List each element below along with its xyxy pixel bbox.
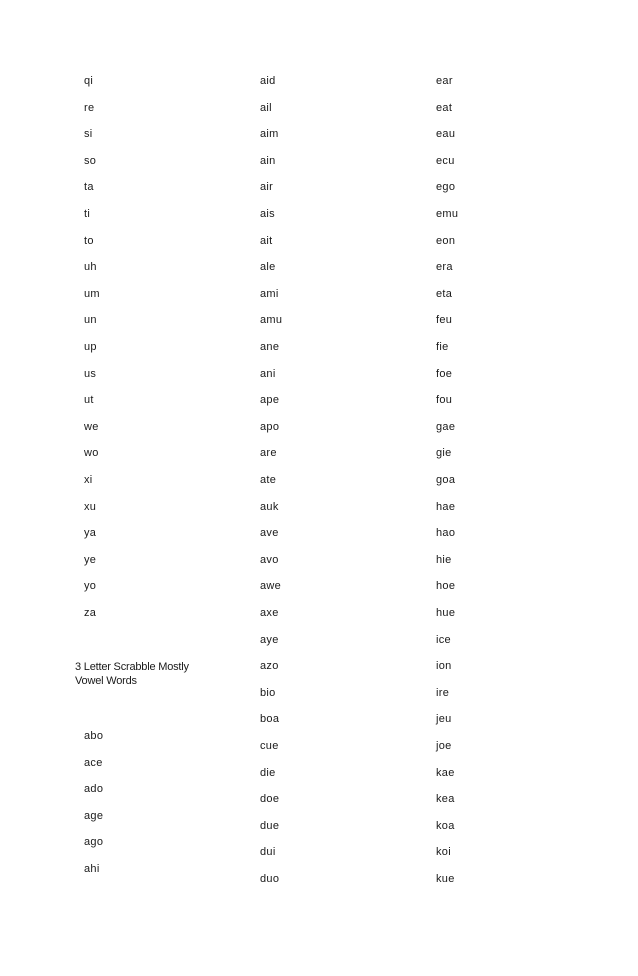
- word-entry: ami: [260, 287, 279, 300]
- word-entry: us: [84, 367, 97, 380]
- word-entry: ale: [260, 261, 276, 274]
- word-entry: fie: [436, 341, 449, 353]
- word-entry: ais: [260, 208, 275, 220]
- word-entry: ta: [84, 181, 94, 194]
- word-entry: doe: [260, 793, 280, 806]
- word-entry: koi: [436, 846, 451, 859]
- word-entry: um: [84, 287, 100, 300]
- word-entry: ear: [436, 75, 453, 87]
- word-entry: dui: [260, 846, 276, 859]
- word-entry: ago: [84, 836, 104, 849]
- word-entry: ut: [84, 394, 94, 407]
- word-entry: xu: [84, 500, 97, 513]
- word-entry: emu: [436, 208, 459, 220]
- word-entry: gie: [436, 447, 452, 460]
- word-entry: auk: [260, 500, 279, 513]
- word-entry: bio: [260, 686, 276, 699]
- word-entry: ate: [260, 474, 277, 486]
- word-entry: kea: [436, 793, 455, 806]
- word-entry: duo: [260, 873, 280, 885]
- word-entry: amu: [260, 314, 283, 327]
- word-entry: jeu: [436, 713, 452, 726]
- word-entry: ado: [84, 783, 104, 796]
- word-entry: to: [84, 234, 94, 247]
- word-entry: re: [84, 101, 95, 114]
- word-entry: eat: [436, 101, 453, 114]
- word-entry: yo: [84, 580, 97, 593]
- word-entry: ane: [260, 341, 280, 353]
- word-entry: so: [84, 154, 97, 167]
- word-entry: ait: [260, 234, 273, 247]
- word-entry: un: [84, 314, 97, 327]
- word-entry: azo: [260, 660, 279, 673]
- word-entry: goa: [436, 474, 456, 486]
- word-entry: eon: [436, 234, 456, 247]
- word-entry: kue: [436, 873, 455, 885]
- word-entry: ape: [260, 394, 280, 407]
- word-entry: hie: [436, 553, 452, 566]
- word-entry: ail: [260, 101, 272, 114]
- word-entry: gae: [436, 420, 456, 433]
- word-entry: hoe: [436, 580, 456, 593]
- word-entry: we: [84, 420, 99, 433]
- word-entry: due: [260, 819, 280, 832]
- word-entry: apo: [260, 420, 280, 433]
- word-entry: si: [84, 128, 93, 141]
- word-entry: boa: [260, 713, 280, 726]
- word-entry: ani: [260, 367, 276, 380]
- word-entry: wo: [84, 447, 99, 460]
- word-entry: abo: [84, 730, 104, 742]
- word-entry: foe: [436, 367, 453, 380]
- word-entry: feu: [436, 314, 453, 327]
- word-entry: die: [260, 766, 276, 779]
- word-entry: ave: [260, 527, 279, 540]
- word-entry: qi: [84, 75, 94, 87]
- word-entry: cue: [260, 740, 279, 752]
- word-entry: era: [436, 261, 453, 274]
- word-entry: air: [260, 181, 274, 194]
- word-entry: age: [84, 809, 104, 822]
- heading-line-1: 3 Letter Scrabble Mostly: [75, 661, 189, 673]
- heading-line-2: Vowel Words: [75, 675, 137, 687]
- word-entry: joe: [436, 740, 452, 752]
- word-entry: uh: [84, 261, 97, 274]
- word-entry: aim: [260, 128, 279, 141]
- word-entry: hao: [436, 527, 456, 540]
- word-entry: fou: [436, 394, 453, 407]
- word-entry: hae: [436, 500, 456, 513]
- word-entry: ice: [436, 633, 451, 646]
- word-entry: ego: [436, 181, 456, 194]
- word-entry: kae: [436, 766, 455, 779]
- word-entry: ye: [84, 553, 97, 566]
- word-entry: ya: [84, 527, 97, 540]
- word-entry: ace: [84, 756, 103, 769]
- word-entry: awe: [260, 580, 282, 593]
- word-entry: za: [84, 607, 97, 619]
- word-entry: ti: [84, 208, 91, 220]
- word-entry: up: [84, 341, 97, 353]
- word-entry: ecu: [436, 154, 455, 167]
- word-entry: ain: [260, 154, 276, 167]
- word-entry: eta: [436, 287, 453, 300]
- word-entry: are: [260, 447, 277, 460]
- word-entry: ahi: [84, 863, 100, 875]
- section-heading: [75, 660, 225, 688]
- word-entry: axe: [260, 607, 279, 619]
- word-entry: hue: [436, 607, 456, 619]
- word-entry: xi: [84, 474, 93, 486]
- word-entry: koa: [436, 819, 455, 832]
- word-entry: ire: [436, 686, 450, 699]
- word-entry: eau: [436, 128, 456, 141]
- word-entry: aye: [260, 633, 279, 646]
- word-entry: avo: [260, 553, 279, 566]
- word-entry: ion: [436, 660, 452, 673]
- word-entry: aid: [260, 75, 276, 87]
